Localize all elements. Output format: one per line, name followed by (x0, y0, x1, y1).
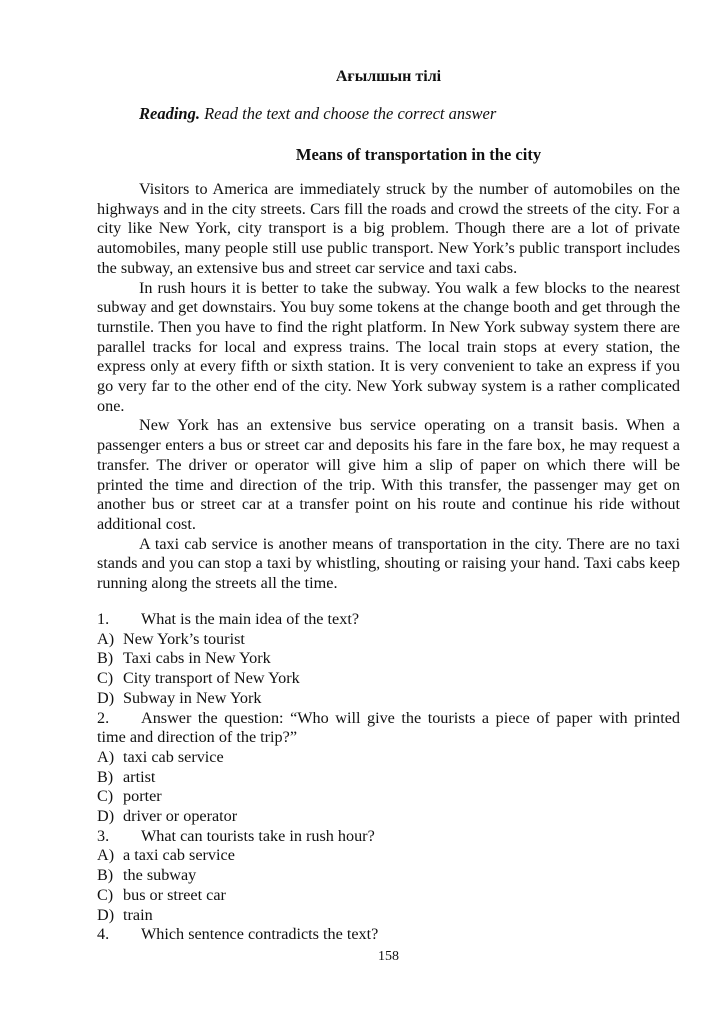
option-letter: B) (97, 866, 114, 885)
question-text (97, 925, 680, 945)
answer-option[interactable] (97, 669, 680, 689)
answer-option[interactable] (97, 768, 680, 788)
question-prompt: Which sentence contradicts the text? (141, 925, 379, 944)
question-2 (97, 709, 680, 827)
question-number: 2. (97, 708, 110, 727)
subject-heading: Ағылшын тілі (335, 68, 442, 85)
question-3 (97, 827, 680, 926)
option-text: the subway (123, 866, 197, 885)
option-text: bus or street car (123, 885, 226, 904)
option-letter: A) (97, 846, 115, 865)
option-letter: C) (97, 669, 114, 688)
option-letter: C) (97, 885, 114, 904)
question-prompt: What can tourists take in rush hour? (141, 826, 375, 845)
question-text (97, 709, 680, 748)
question-text (97, 827, 680, 847)
answer-option[interactable] (97, 807, 680, 827)
option-letter: D) (97, 807, 115, 826)
paragraph: Visitors to America are immediately struck by the number of automobiles on the highways and in the city streets. Cars fill the roads and crowd the streets of the city. For a city like New York, city transport is a big problem. Though there are a lot of private automobiles, many people still use public transport. New York’s public transport includes the subway, an extensive bus and street car service and taxi cabs. (97, 180, 680, 277)
answer-option[interactable] (97, 886, 680, 906)
question-number: 3. (97, 826, 110, 845)
text-title: Means of transportation in the city (295, 145, 542, 164)
instruction-label: Reading. (139, 104, 200, 123)
option-text: Subway in New York (123, 688, 262, 707)
answer-option[interactable] (97, 630, 680, 650)
question-prompt: Answer the question: “Who will give the tourists a piece of paper with printed time and direction of the trip?” (97, 708, 680, 747)
option-text: porter (123, 787, 162, 806)
paragraph: In rush hours it is better to take the subway. You walk a few blocks to the nearest subway and get downstairs. You buy some tokens at the change booth and get through the turnstile. Then you have to find the right platform. In New York subway system there are parallel tracks for local and express trains. The local train stops at every station, the express only at every fifth or sixth station. It is very convenient to take an express if you go very far to the other end of the city. New York subway system is a rather complicated one. (97, 278, 680, 415)
option-text: Taxi cabs in New York (123, 649, 271, 668)
questions-section (97, 610, 680, 945)
option-letter: B) (97, 767, 114, 786)
option-letter: D) (97, 905, 115, 924)
answer-option[interactable] (97, 748, 680, 768)
question-number: 1. (97, 610, 110, 628)
option-text: taxi cab service (123, 747, 224, 766)
option-letter: A) (97, 747, 115, 766)
option-text: artist (123, 767, 156, 786)
option-text: driver or operator (123, 807, 238, 826)
option-text: train (123, 905, 153, 924)
reading-text (97, 180, 680, 594)
option-letter: B) (97, 649, 114, 668)
question-1 (97, 610, 680, 709)
page-number: 158 (378, 949, 399, 964)
option-text: New York’s tourist (123, 629, 245, 648)
question-text (97, 610, 680, 630)
paragraph: New York has an extensive bus service operating on a transit basis. When a passenger enters a bus or street car and deposits his fare in the fare box, he may request a transfer. The driver or operator will give him a slip of paper on which there will be printed the time and direction of the trip. With this transfer, the passenger may get on another bus or street car at a transfer point on his route and continue his ride without additional cost. (97, 416, 680, 533)
option-text: a taxi cab service (123, 846, 235, 865)
instruction-text: Read the text and choose the correct answer (199, 104, 497, 123)
answer-option[interactable] (97, 787, 680, 807)
answer-option[interactable] (97, 846, 680, 866)
answer-option[interactable] (97, 689, 680, 709)
option-letter: A) (97, 629, 115, 648)
option-text: City transport of New York (123, 669, 300, 688)
question-number: 4. (97, 925, 110, 944)
answer-option[interactable] (97, 866, 680, 886)
option-letter: C) (97, 787, 114, 806)
question-prompt: What is the main idea of the text? (141, 610, 360, 628)
paragraph: A taxi cab service is another means of transportation in the city. There are no taxi stands and you can stop a taxi by whistling, shouting or raising your hand. Taxi cabs keep running along the streets all the time. (97, 534, 680, 593)
answer-option[interactable] (97, 906, 680, 926)
answer-option[interactable] (97, 649, 680, 669)
option-letter: D) (97, 688, 115, 707)
reading-instruction (139, 104, 496, 124)
question-4 (97, 925, 680, 945)
